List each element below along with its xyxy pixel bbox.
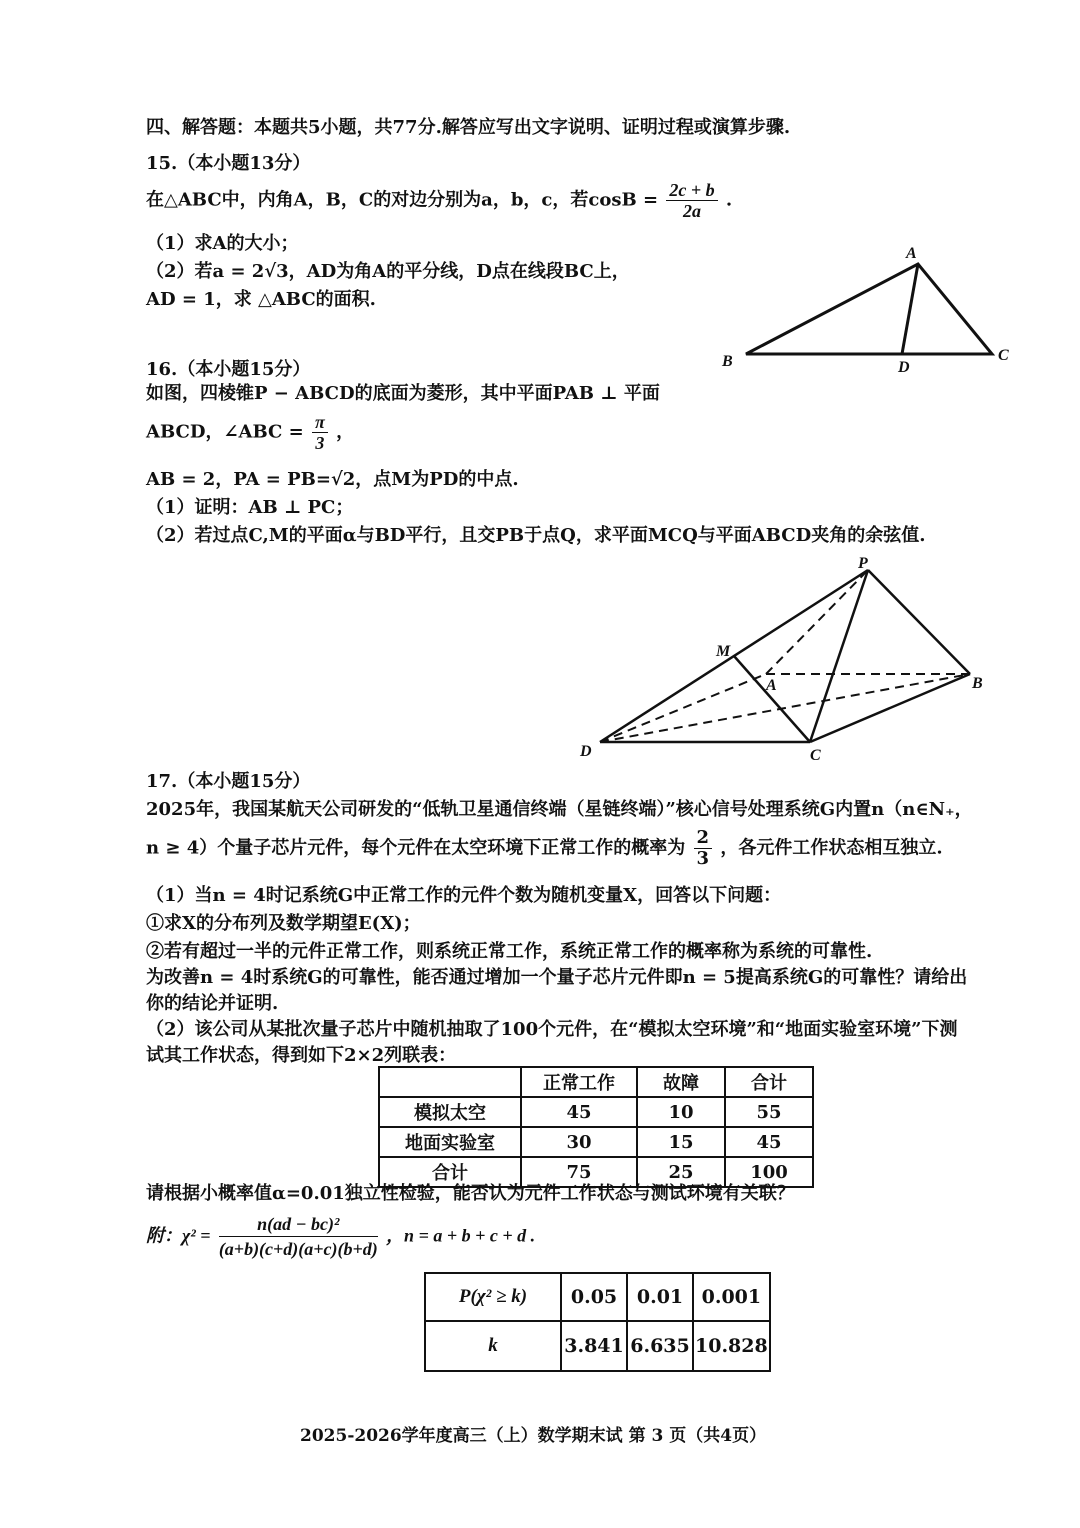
critical-value-table xyxy=(424,1272,771,1372)
q15-frac-num: 2c + b xyxy=(666,180,717,201)
q16-title: 16.（本小题15分） xyxy=(146,359,311,380)
edge-pb xyxy=(868,570,970,674)
edge-cb xyxy=(810,674,970,742)
q15-title: 15.（本小题13分） xyxy=(146,153,311,174)
table-cell xyxy=(379,1067,521,1097)
table-cell: k xyxy=(425,1321,561,1371)
table-cell: 100 xyxy=(725,1157,813,1187)
q16-line2-end: ， xyxy=(336,421,355,443)
q16-frac-den: 3 xyxy=(315,433,325,453)
q15-triangle-figure xyxy=(700,236,1030,376)
formula-prefix: 附：χ² = xyxy=(146,1225,211,1246)
edge-pa xyxy=(766,570,868,674)
q17-line2-text: n ≥ 4）个量子芯片元件，每个元件在太空环境下正常工作的概率为 xyxy=(146,837,686,859)
q15-fraction xyxy=(666,180,717,221)
formula-suffix: ，n = a + b + c + d . xyxy=(386,1225,536,1246)
chi-square-formula xyxy=(146,1212,535,1268)
q17-line1: 2025年，我国某航天公司研发的“低轨卫星通信终端（星链终端）”核心信号处理系统G内置n（n∈N₊， xyxy=(146,799,973,820)
label-m: M xyxy=(716,643,731,660)
q17-line10: 请根据小概率值α=0.01独立性检验，能否认为元件工作状态与测试环境有关联？ xyxy=(146,1183,795,1204)
table-row xyxy=(425,1273,770,1321)
table-cell: 15 xyxy=(637,1127,725,1157)
label-b: B xyxy=(972,675,983,692)
q15-stem-end: . xyxy=(725,189,733,211)
table-row xyxy=(379,1127,813,1157)
q17-title: 17.（本小题15分） xyxy=(146,771,311,792)
table-cell: 75 xyxy=(521,1157,637,1187)
table-cell: 55 xyxy=(725,1097,813,1127)
table-cell: 3.841 xyxy=(561,1321,627,1371)
table-row xyxy=(379,1067,813,1097)
table-cell: 合计 xyxy=(379,1157,521,1187)
table-cell: P(χ² ≥ k) xyxy=(425,1273,561,1321)
pyramid-hidden-edges xyxy=(600,570,970,742)
table-cell: 合计 xyxy=(725,1067,813,1097)
q16-fraction xyxy=(312,412,328,453)
q17-line9: 试其工作状态，得到如下2×2列联表： xyxy=(146,1045,457,1066)
table-cell: 10 xyxy=(637,1097,725,1127)
q17-fraction xyxy=(694,828,713,869)
table-cell: 10.828 xyxy=(693,1321,770,1371)
table-cell: 地面实验室 xyxy=(379,1127,521,1157)
edge-pc xyxy=(810,570,868,742)
q17-line2-end: ，各元件工作状态相互独立. xyxy=(720,837,943,859)
formula-fraction xyxy=(219,1212,378,1261)
q17-line8: （2）该公司从某批次量子芯片中随机抽取了100个元件，在“模拟太空环境”和“地面实验室环境”下测 xyxy=(146,1019,958,1040)
q17-line2 xyxy=(146,828,943,878)
q15-frac-den: 2a xyxy=(682,201,701,221)
table-row xyxy=(379,1097,813,1127)
pyramid-solid-edges xyxy=(600,570,970,742)
label-a: A xyxy=(906,245,917,262)
q17-frac-den: 3 xyxy=(696,848,710,869)
table-cell: 25 xyxy=(637,1157,725,1187)
table-cell: 30 xyxy=(521,1127,637,1157)
table-cell: 6.635 xyxy=(627,1321,693,1371)
q16-line2 xyxy=(146,412,354,462)
q15-stem-text: 在△ABC中，内角A，B，C的对边分别为a，b，c，若cosB = xyxy=(146,189,659,211)
q17-line3: （1）当n = 4时记系统G中正常工作的元件个数为随机变量X，回答以下问题： xyxy=(146,885,782,906)
label-b: B xyxy=(722,353,733,370)
label-d: D xyxy=(898,359,910,376)
q16-line2-text: ABCD，∠ABC = xyxy=(146,421,304,443)
q15-stem xyxy=(146,180,732,230)
q16-line3: AB = 2，PA = PB=√2，点M为PD的中点. xyxy=(146,469,519,490)
section-header: 四、解答题：本题共5小题，共77分.解答应写出文字说明、证明过程或演算步骤. xyxy=(146,117,791,138)
q16-part1: （1）证明：AB ⊥ PC； xyxy=(146,497,354,518)
contingency-table xyxy=(378,1066,814,1188)
table-cell: 45 xyxy=(521,1097,637,1127)
edge-da xyxy=(600,674,766,742)
diagonal-db xyxy=(600,674,970,742)
table-cell: 0.01 xyxy=(627,1273,693,1321)
segment-ad xyxy=(902,264,918,354)
page-footer: 2025-2026学年度高三（上）数学期末试 第 3 页（共4页） xyxy=(300,1426,767,1446)
q16-pyramid-figure xyxy=(570,552,1010,762)
q17-line5: ②若有超过一半的元件正常工作，则系统正常工作，系统正常工作的概率称为系统的可靠性. xyxy=(146,941,873,962)
table-cell: 0.001 xyxy=(693,1273,770,1321)
q15-part2-line1: （2）若a = 2√3，AD为角A的平分线，D点在线段BC上， xyxy=(146,261,630,282)
label-c: C xyxy=(998,347,1009,364)
q15-part2-line2: AD = 1，求 △ABC的面积. xyxy=(146,289,376,310)
label-d: D xyxy=(580,743,592,760)
table-cell: 45 xyxy=(725,1127,813,1157)
q16-line1: 如图，四棱锥P − ABCD的底面为菱形，其中平面PAB ⊥ 平面 xyxy=(146,383,660,404)
q17-line4: ①求X的分布列及数学期望E(X)； xyxy=(146,913,421,934)
q17-line7: 你的结论并证明. xyxy=(146,993,279,1014)
label-p: P xyxy=(858,555,868,572)
q17-frac-num: 2 xyxy=(694,828,713,849)
q16-frac-num: π xyxy=(312,412,328,433)
table-cell: 故障 xyxy=(637,1067,725,1097)
q15-part1: （1）求A的大小； xyxy=(146,233,299,254)
table-row xyxy=(425,1321,770,1371)
label-a: A xyxy=(766,677,777,694)
formula-den: (a+b)(c+d)(a+c)(b+d) xyxy=(218,1239,378,1259)
q17-line6: 为改善n = 4时系统G的可靠性，能否通过增加一个量子芯片元件即n = 5提高系统G的可靠性？请给出 xyxy=(146,967,968,988)
triangle-abc xyxy=(746,264,992,354)
table-cell: 模拟太空 xyxy=(379,1097,521,1127)
label-c: C xyxy=(810,747,821,762)
table-cell: 正常工作 xyxy=(521,1067,637,1097)
q16-part2: （2）若过点C,M的平面α与BD平行，且交PB于点Q，求平面MCQ与平面ABCD夹角的余弦值. xyxy=(146,525,926,546)
formula-num: n(ad − bc)² xyxy=(219,1212,378,1237)
table-cell: 0.05 xyxy=(561,1273,627,1321)
